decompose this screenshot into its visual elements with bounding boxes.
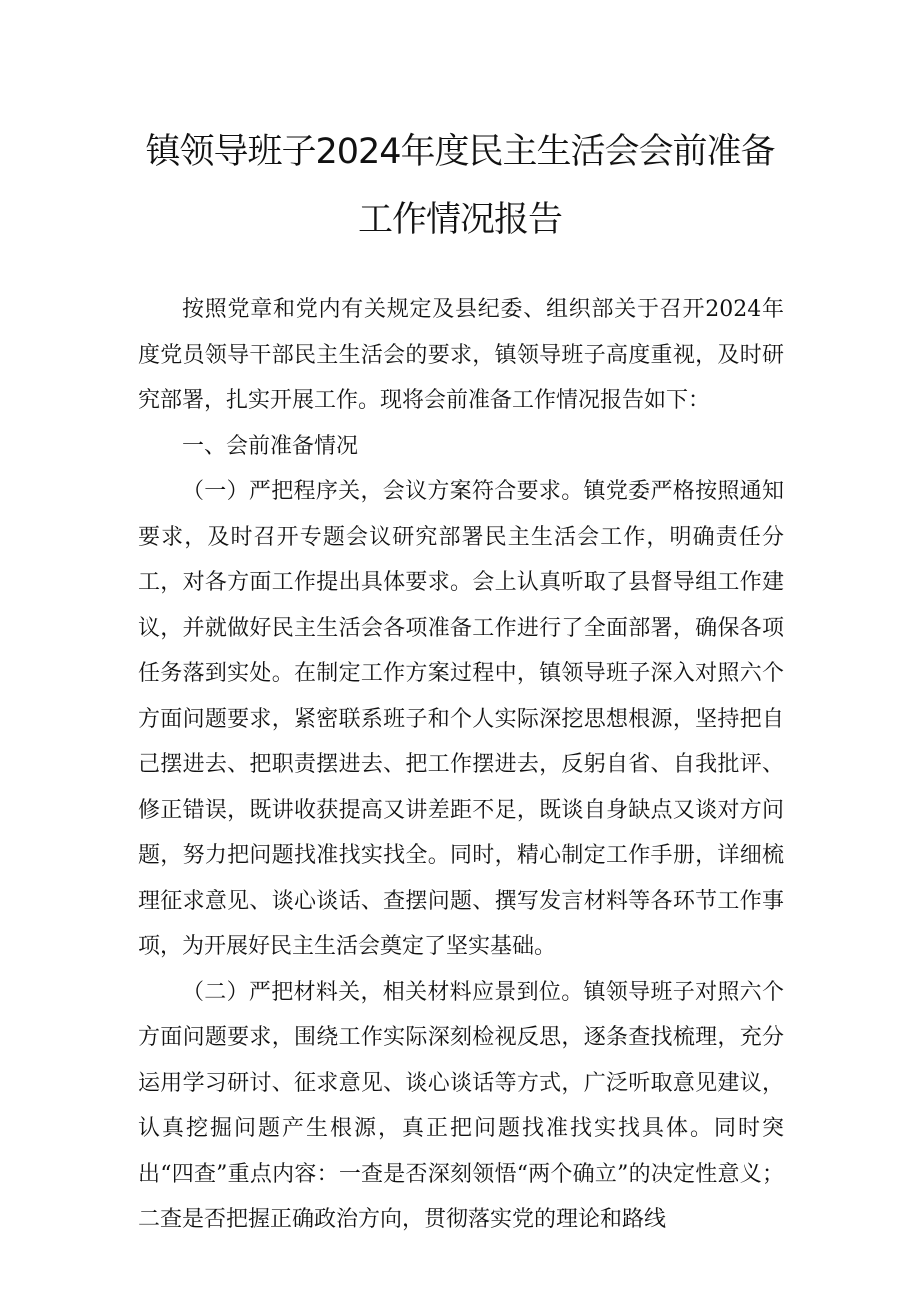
document-body	[138, 287, 784, 1243]
paragraph-2: （二）严把材料关，相关材料应景到位。镇领导班子对照六个方面问题要求，围绕工作实际深刻检视反思，逐条查找梳理，充分运用学习研讨、征求意见、谈心谈话等方式，广泛听取意见建议，认真挖掘问题产生根源，真正把问题找准找实找具体。同时突出“四查”重点内容：一查是否深刻领悟“两个确立”的决定性意义；二查是否把握正确政治方向，贯彻落实党的理论和路线	[138, 979, 784, 1232]
document-title-line1: 镇领导班子2024年度民主生活会会前准备	[145, 132, 775, 172]
section-heading: 一、会前准备情况	[182, 433, 359, 459]
paragraph-1: （一）严把程序关，会议方案符合要求。镇党委严格按照通知要求，及时召开专题会议研究部署民主生活会工作，明确责任分工，对各方面工作提出具体要求。会上认真听取了县督导组工作建议，并就做好民主生活会各项准备工作进行了全面部署，确保各项任务落到实处。在制定工作方案过程中，镇领导班子深入对照六个方面问题要求，紧密联系班子和个人实际深挖思想根源，坚持把自己摆进去、把职责摆进去、把工作摆进去，反躬自省、自我批评、修正错误，既讲收获提高又讲差距不足，既谈自身缺点又谈对方问题，努力把问题找准找实找全。同时，精心制定工作手册，详细梳理征求意见、谈心谈话、查摆问题、撰写发言材料等各环节工作事项，为开展好民主生活会奠定了坚实基础。	[138, 479, 784, 959]
intro-paragraph: 按照党章和党内有关规定及县纪委、组织部关于召开2024年度党员领导干部民主生活会的要求，镇领导班子高度重视，及时研究部署，扎实开展工作。现将会前准备工作情况报告如下：	[138, 297, 784, 413]
document-title-line2: 工作情况报告	[357, 200, 562, 240]
